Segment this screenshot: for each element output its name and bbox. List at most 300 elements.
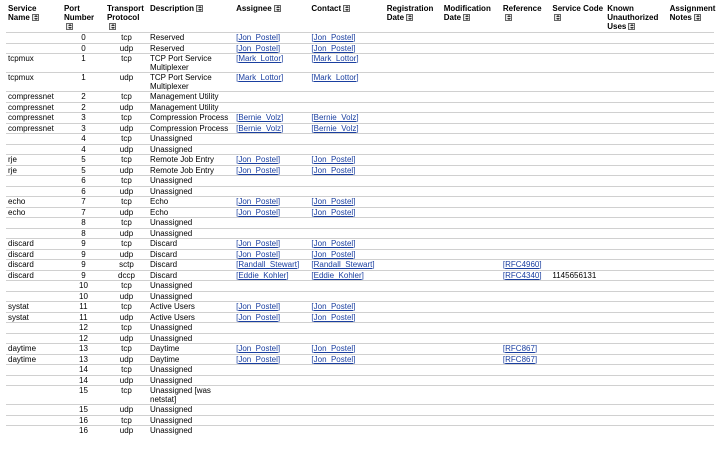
cell-transport-protocol: udp	[119, 207, 134, 217]
cell-service-name	[6, 291, 62, 302]
cell-service-name: compressnet	[8, 92, 54, 101]
header-contact[interactable]: Contact	[309, 0, 384, 33]
cell-service-code	[550, 113, 605, 124]
cell-assignment-notes	[668, 218, 714, 229]
cell-registration-date	[385, 113, 442, 124]
reference-link[interactable]: RFC4960	[505, 260, 540, 269]
cell-assignment-notes	[668, 415, 714, 426]
table-row	[6, 260, 714, 271]
header-transport-protocol[interactable]: Transport Protocol	[105, 0, 148, 33]
sort-icon[interactable]	[32, 14, 39, 21]
assignee-link-wrapper	[236, 271, 289, 280]
cell-service-code	[550, 228, 605, 239]
cell-service-code	[550, 249, 605, 260]
cell-known-unauthorized-uses	[605, 228, 667, 239]
cell-service-name: tcpmux	[8, 54, 34, 63]
cell-assignment-notes	[668, 54, 714, 73]
cell-assignment-notes	[668, 405, 714, 416]
cell-registration-date	[385, 312, 442, 323]
cell-assignee	[234, 260, 309, 271]
cell-contact	[309, 197, 384, 208]
contact-link[interactable]: Jon_Postel	[313, 239, 354, 248]
cell-service-code	[550, 405, 605, 416]
cell-reference	[501, 291, 550, 302]
cell-reference	[501, 281, 550, 292]
assignee-link[interactable]: Jon_Postel	[238, 43, 278, 53]
header-service-name[interactable]: Service Name	[6, 0, 62, 33]
cell-service-name	[6, 333, 62, 344]
cell-reference	[501, 333, 550, 344]
cell-known-unauthorized-uses	[605, 134, 667, 145]
cell-transport-protocol: udp	[119, 102, 134, 112]
cell-assignee	[234, 333, 309, 344]
reference-link[interactable]: RFC867	[505, 344, 535, 353]
cell-assignment-notes	[668, 239, 714, 250]
assignee-link[interactable]: Jon_Postel	[238, 155, 278, 164]
contact-link[interactable]: Bernie_Volz	[313, 123, 357, 133]
cell-reference	[501, 186, 550, 197]
reference-link[interactable]: RFC867	[505, 354, 535, 364]
cell-transport-protocol: udp	[119, 73, 134, 82]
sort-icon[interactable]	[694, 14, 701, 21]
cell-known-unauthorized-uses	[605, 375, 667, 386]
contact-link-wrapper	[311, 344, 355, 353]
cell-service-name	[6, 281, 62, 292]
cell-known-unauthorized-uses	[605, 291, 667, 302]
cell-assignment-notes	[668, 123, 714, 134]
cell-service-code	[550, 323, 605, 334]
cell-service-name: systat	[8, 302, 29, 311]
cell-port-number: 6	[81, 186, 86, 196]
cell-description: Unassigned	[150, 176, 193, 185]
table-row	[6, 43, 714, 54]
table-row	[6, 54, 714, 73]
cell-service-name: discard	[8, 249, 34, 259]
cell-reference	[501, 415, 550, 426]
assignee-link[interactable]: Jon_Postel	[238, 33, 278, 42]
cell-contact	[309, 113, 384, 124]
cell-registration-date	[385, 405, 442, 416]
contact-link[interactable]: Jon_Postel	[313, 302, 354, 311]
table-row	[6, 426, 714, 436]
assignee-link[interactable]: Mark_Lottor	[238, 54, 281, 63]
cell-transport-protocol: tcp	[121, 344, 132, 353]
cell-assignment-notes	[668, 354, 714, 365]
cell-description: Unassigned	[150, 333, 193, 343]
cell-assignment-notes	[668, 386, 714, 405]
cell-modification-date	[442, 54, 501, 73]
cell-description: Unassigned	[150, 228, 193, 238]
contact-link[interactable]: Jon_Postel	[313, 43, 354, 53]
cell-registration-date	[385, 228, 442, 239]
cell-assignment-notes	[668, 113, 714, 124]
cell-description: Unassigned	[150, 405, 193, 414]
cell-service-code	[550, 426, 605, 436]
cell-modification-date	[442, 281, 501, 292]
cell-reference	[501, 323, 550, 334]
contact-link[interactable]: Jon_Postel	[313, 155, 354, 164]
header-assignee[interactable]: Assignee	[234, 0, 309, 33]
cell-modification-date	[442, 144, 501, 155]
cell-description: Unassigned	[150, 426, 193, 435]
contact-link[interactable]: Bernie_Volz	[313, 113, 357, 122]
cell-service-code	[550, 386, 605, 405]
cell-reference	[501, 33, 550, 44]
cell-assignee	[234, 218, 309, 229]
cell-assignment-notes	[668, 102, 714, 113]
cell-modification-date	[442, 228, 501, 239]
table-row	[6, 186, 714, 197]
contact-link-wrapper	[311, 166, 355, 175]
table-row	[6, 302, 714, 313]
cell-service-code	[550, 291, 605, 302]
table-row	[6, 249, 714, 260]
cell-assignee	[234, 375, 309, 386]
cell-transport-protocol: tcp	[121, 92, 132, 101]
cell-assignee	[234, 344, 309, 355]
cell-port-number: 1	[81, 73, 86, 82]
cell-modification-date	[442, 405, 501, 416]
table-row	[6, 92, 714, 103]
assignee-link[interactable]: Jon_Postel	[238, 344, 278, 353]
cell-port-number: 0	[81, 33, 86, 42]
assignee-link-wrapper	[236, 166, 280, 175]
cell-modification-date	[442, 302, 501, 313]
sort-icon[interactable]	[66, 23, 73, 30]
assignee-link[interactable]: Jon_Postel	[238, 249, 278, 259]
cell-service-name	[6, 33, 62, 44]
cell-contact	[309, 249, 384, 260]
cell-description: Unassigned [was netstat]	[150, 386, 211, 404]
cell-service-code	[550, 144, 605, 155]
cell-modification-date	[442, 155, 501, 166]
cell-known-unauthorized-uses	[605, 365, 667, 376]
cell-modification-date	[442, 102, 501, 113]
cell-registration-date	[385, 386, 442, 405]
cell-transport-protocol: tcp	[121, 365, 132, 374]
cell-description: Discard	[150, 249, 178, 259]
contact-link[interactable]: Jon_Postel	[313, 165, 354, 175]
contact-link-wrapper	[311, 44, 355, 53]
cell-assignment-notes	[668, 207, 714, 218]
cell-port-number: 11	[79, 302, 88, 311]
cell-reference	[501, 260, 550, 271]
cell-reference	[501, 92, 550, 103]
cell-assignee	[234, 291, 309, 302]
cell-reference	[501, 426, 550, 436]
cell-description: Remote Job Entry	[150, 155, 215, 164]
cell-assignee	[234, 134, 309, 145]
cell-modification-date	[442, 92, 501, 103]
cell-port-number: 1	[81, 54, 86, 63]
cell-registration-date	[385, 123, 442, 134]
reference-link-wrapper	[503, 260, 542, 269]
cell-service-name	[6, 186, 62, 197]
cell-service-code	[550, 165, 605, 176]
cell-modification-date	[442, 312, 501, 323]
cell-assignee	[234, 186, 309, 197]
cell-service-code	[550, 281, 605, 292]
cell-registration-date	[385, 239, 442, 250]
assignee-link[interactable]: Bernie_Volz	[238, 123, 282, 133]
cell-service-name	[6, 323, 62, 334]
sort-icon[interactable]	[343, 5, 350, 12]
cell-known-unauthorized-uses	[605, 176, 667, 187]
assignee-link[interactable]: Jon_Postel	[238, 239, 278, 248]
assignee-link-wrapper	[236, 355, 280, 364]
cell-reference	[501, 102, 550, 113]
assignee-link-wrapper	[236, 313, 280, 322]
cell-reference	[501, 54, 550, 73]
cell-description: Unassigned	[150, 365, 193, 374]
cell-description: Discard	[150, 260, 178, 269]
table-row	[6, 73, 714, 92]
table-row	[6, 207, 714, 218]
cell-description: Active Users	[150, 312, 195, 322]
cell-description: Daytime	[150, 344, 180, 353]
cell-known-unauthorized-uses	[605, 92, 667, 103]
cell-service-code	[550, 354, 605, 365]
cell-service-code	[550, 102, 605, 113]
assignee-link[interactable]: Eddie_Kohler	[238, 270, 287, 280]
cell-assignment-notes	[668, 281, 714, 292]
table-row	[6, 144, 714, 155]
cell-contact	[309, 228, 384, 239]
contact-link[interactable]: Mark_Lottor	[313, 54, 357, 63]
cell-assignee	[234, 123, 309, 134]
cell-service-code: 1145656131	[552, 270, 597, 280]
cell-assignment-notes	[668, 155, 714, 166]
cell-registration-date	[385, 333, 442, 344]
cell-assignee	[234, 354, 309, 365]
cell-known-unauthorized-uses	[605, 386, 667, 405]
cell-registration-date	[385, 291, 442, 302]
cell-service-name	[6, 405, 62, 416]
cell-transport-protocol: tcp	[121, 218, 132, 227]
cell-transport-protocol: tcp	[121, 386, 132, 395]
cell-known-unauthorized-uses	[605, 218, 667, 229]
cell-contact	[309, 405, 384, 416]
cell-modification-date	[442, 249, 501, 260]
sort-icon[interactable]	[554, 14, 561, 21]
assignee-link[interactable]: Jon_Postel	[238, 312, 278, 322]
assignee-link[interactable]: Randall_Stewart	[238, 260, 298, 269]
sort-icon[interactable]	[463, 14, 470, 21]
cell-modification-date	[442, 197, 501, 208]
cell-contact	[309, 155, 384, 166]
contact-link-wrapper	[311, 124, 358, 133]
cell-reference	[501, 344, 550, 355]
cell-contact	[309, 312, 384, 323]
assignee-link[interactable]: Jon_Postel	[238, 165, 278, 175]
cell-port-number: 4	[81, 144, 86, 154]
sort-icon[interactable]	[406, 14, 413, 21]
cell-assignment-notes	[668, 176, 714, 187]
table-row	[6, 415, 714, 426]
contact-link[interactable]: Jon_Postel	[313, 312, 354, 322]
cell-service-name	[6, 426, 62, 436]
table-body	[6, 33, 714, 436]
cell-reference	[501, 270, 550, 281]
cell-registration-date	[385, 365, 442, 376]
cell-service-name: echo	[8, 197, 26, 206]
cell-known-unauthorized-uses	[605, 312, 667, 323]
cell-registration-date	[385, 43, 442, 54]
cell-description: Echo	[150, 207, 169, 217]
cell-known-unauthorized-uses	[605, 197, 667, 208]
contact-link-wrapper	[311, 155, 355, 164]
header-registration-date[interactable]: Registration Date	[385, 0, 442, 33]
cell-contact	[309, 354, 384, 365]
header-port-number[interactable]: Port Number	[62, 0, 105, 33]
cell-transport-protocol: tcp	[121, 197, 132, 206]
cell-contact	[309, 291, 384, 302]
cell-assignment-notes	[668, 312, 714, 323]
cell-port-number: 9	[81, 270, 86, 280]
cell-contact	[309, 239, 384, 250]
cell-service-code	[550, 73, 605, 92]
header-description[interactable]: Description	[148, 0, 234, 33]
cell-modification-date	[442, 165, 501, 176]
header-known-unauthorized-uses[interactable]: Known Unauthorized Uses	[605, 0, 667, 33]
assignee-link[interactable]: Mark_Lottor	[238, 73, 281, 82]
cell-reference	[501, 239, 550, 250]
cell-known-unauthorized-uses	[605, 333, 667, 344]
cell-registration-date	[385, 270, 442, 281]
cell-transport-protocol: dccp	[118, 270, 135, 280]
cell-assignee	[234, 165, 309, 176]
header-modification-date[interactable]: Modification Date	[442, 0, 501, 33]
cell-service-code	[550, 375, 605, 386]
sort-icon[interactable]	[274, 5, 281, 12]
contact-link[interactable]: Jon_Postel	[313, 197, 354, 206]
cell-service-name: daytime	[8, 354, 37, 364]
assignee-link[interactable]: Bernie_Volz	[238, 113, 282, 122]
cell-reference	[501, 375, 550, 386]
cell-transport-protocol: udp	[119, 291, 134, 301]
cell-registration-date	[385, 260, 442, 271]
cell-assignee	[234, 102, 309, 113]
contact-link-wrapper	[311, 54, 358, 63]
cell-assignment-notes	[668, 134, 714, 145]
cell-registration-date	[385, 92, 442, 103]
cell-assignee	[234, 270, 309, 281]
cell-reference	[501, 218, 550, 229]
cell-contact	[309, 176, 384, 187]
table-row	[6, 333, 714, 344]
header-reference[interactable]: Reference	[501, 0, 550, 33]
header-service-code[interactable]: Service Code	[550, 0, 605, 33]
cell-reference	[501, 354, 550, 365]
cell-port-number: 13	[79, 354, 88, 364]
cell-registration-date	[385, 249, 442, 260]
assignee-link-wrapper	[236, 73, 283, 82]
contact-link[interactable]: Jon_Postel	[313, 207, 354, 217]
cell-assignment-notes	[668, 323, 714, 334]
cell-service-code	[550, 207, 605, 218]
cell-assignee	[234, 92, 309, 103]
cell-modification-date	[442, 270, 501, 281]
contact-link[interactable]: Jon_Postel	[313, 344, 354, 353]
table-row	[6, 33, 714, 44]
assignee-link-wrapper	[236, 302, 280, 311]
cell-registration-date	[385, 197, 442, 208]
contact-link[interactable]: Randall_Stewart	[313, 260, 373, 269]
cell-port-number: 0	[81, 43, 86, 53]
cell-assignee	[234, 239, 309, 250]
cell-port-number: 8	[81, 218, 86, 227]
contact-link-wrapper	[311, 271, 364, 280]
sort-icon[interactable]	[109, 23, 116, 30]
contact-link[interactable]: Jon_Postel	[313, 354, 354, 364]
cell-service-name	[6, 176, 62, 187]
cell-transport-protocol: tcp	[121, 239, 132, 248]
cell-known-unauthorized-uses	[605, 302, 667, 313]
cell-registration-date	[385, 176, 442, 187]
cell-modification-date	[442, 354, 501, 365]
cell-assignment-notes	[668, 92, 714, 103]
sort-icon[interactable]	[196, 5, 203, 12]
cell-service-name: systat	[8, 312, 29, 322]
cell-registration-date	[385, 323, 442, 334]
cell-assignment-notes	[668, 197, 714, 208]
cell-assignee	[234, 281, 309, 292]
contact-link[interactable]: Eddie_Kohler	[313, 270, 362, 280]
cell-transport-protocol: udp	[119, 249, 134, 259]
cell-contact	[309, 365, 384, 376]
cell-modification-date	[442, 291, 501, 302]
cell-description: Unassigned	[150, 144, 193, 154]
reference-link-wrapper	[503, 355, 537, 364]
header-assignment-notes[interactable]: Assignment Notes	[668, 0, 714, 33]
contact-link[interactable]: Jon_Postel	[313, 33, 354, 42]
cell-assignment-notes	[668, 186, 714, 197]
assignee-link[interactable]: Jon_Postel	[238, 354, 278, 364]
cell-service-name: compressnet	[8, 123, 54, 133]
cell-assignee	[234, 323, 309, 334]
cell-modification-date	[442, 260, 501, 271]
cell-description: Unassigned	[150, 218, 193, 227]
cell-assignment-notes	[668, 365, 714, 376]
cell-service-name	[6, 386, 62, 405]
cell-description: Reserved	[150, 43, 185, 53]
cell-contact	[309, 186, 384, 197]
cell-port-number: 4	[81, 134, 86, 143]
cell-reference	[501, 197, 550, 208]
reference-link[interactable]: RFC4340	[505, 270, 540, 280]
cell-reference	[501, 312, 550, 323]
contact-link[interactable]: Mark_Lottor	[313, 73, 357, 82]
assignee-link[interactable]: Jon_Postel	[238, 207, 278, 217]
cell-contact	[309, 92, 384, 103]
cell-transport-protocol: udp	[119, 375, 134, 385]
cell-contact	[309, 207, 384, 218]
cell-description: Unassigned	[150, 415, 193, 425]
cell-assignee	[234, 207, 309, 218]
cell-contact	[309, 344, 384, 355]
sort-icon[interactable]	[505, 14, 512, 21]
assignee-link[interactable]: Jon_Postel	[238, 197, 278, 206]
cell-port-number: 3	[81, 123, 86, 133]
cell-contact	[309, 302, 384, 313]
assignee-link[interactable]: Jon_Postel	[238, 302, 278, 311]
contact-link[interactable]: Jon_Postel	[313, 249, 354, 259]
cell-modification-date	[442, 73, 501, 92]
cell-transport-protocol: tcp	[121, 113, 132, 122]
cell-port-number: 15	[79, 405, 88, 414]
sort-icon[interactable]	[628, 23, 635, 30]
contact-link-wrapper	[311, 197, 355, 206]
